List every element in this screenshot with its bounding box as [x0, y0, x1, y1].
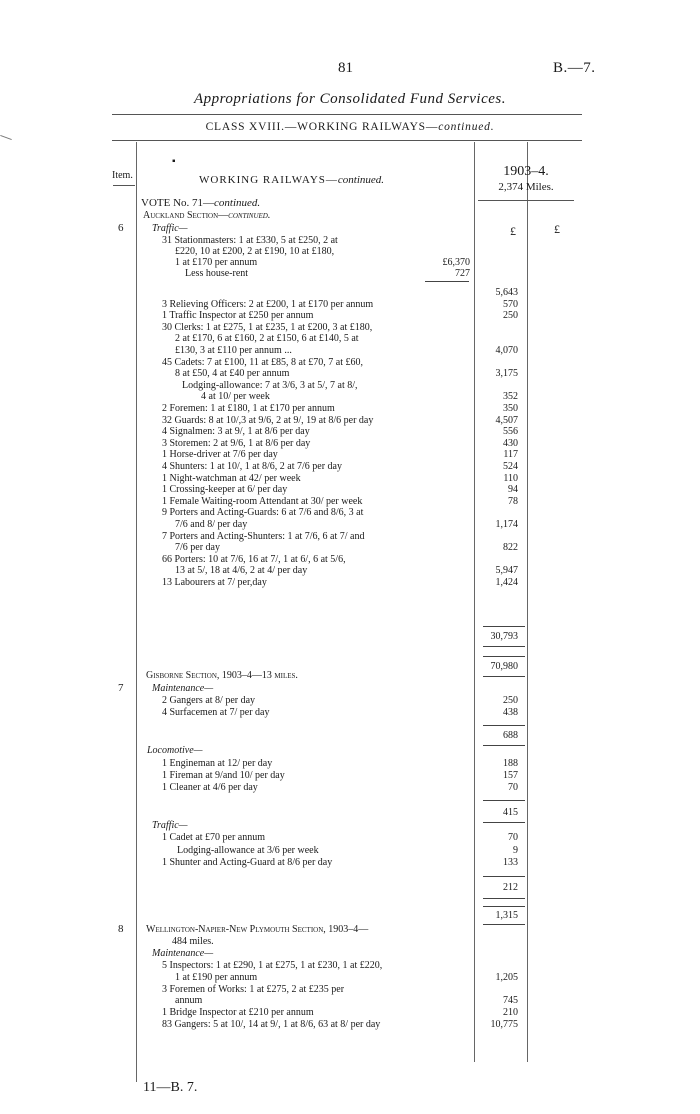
row-amount: 352 — [503, 391, 518, 403]
row-amount: 5,643 — [495, 287, 518, 298]
locomotive-total: 415 — [503, 807, 518, 818]
stationmasters-line: £220, 10 at £200, 2 at £190, 10 at £180, — [175, 246, 335, 257]
total-rule — [483, 906, 525, 907]
row-text: 1 Crossing-keeper at 6/ per day — [162, 484, 288, 496]
row-amount: 117 — [503, 449, 518, 461]
stationmasters-gross: £6,370 — [442, 257, 470, 268]
auckland-heading: Auckland Section—continued. — [143, 210, 271, 221]
row-amount: 10,775 — [490, 1019, 518, 1030]
row-text: £130, 3 at £110 per annum ... — [175, 345, 292, 356]
maintenance-subheading: Maintenance— — [152, 948, 214, 959]
row-text: 1 Fireman at 9/and 10/ per day — [162, 770, 285, 781]
row-text: 7/6 per day — [175, 542, 220, 554]
row-text: 1 Traffic Inspector at £250 per annum — [162, 310, 314, 322]
row-text: 66 Porters: 10 at 7/6, 16 at 7/, 1 at 6/, 6 at 5/6, — [162, 553, 346, 565]
traffic-subheading: Traffic— — [152, 223, 188, 234]
row-amount: 188 — [503, 758, 518, 769]
row-text: 1 Bridge Inspector at £210 per annum — [162, 1007, 314, 1019]
row-text: 8 at £50, 4 at £40 per annum — [175, 368, 290, 380]
year-header-rule — [478, 200, 574, 201]
class-heading: CLASS XVIII.—WORKING RAILWAYS—continued. — [205, 121, 495, 133]
row-text: 4 Surfacemen at 7/ per day — [162, 707, 270, 718]
row-text: 4 Signalmen: 3 at 9/, 1 at 8/6 per day — [162, 426, 310, 438]
row-amount: 210 — [503, 1007, 518, 1019]
row-amount: 94 — [508, 484, 518, 496]
traffic-subheading: Traffic— — [152, 820, 188, 831]
row-text: 2 at £170, 6 at £160, 2 at £150, 6 at £140, 5 at — [175, 333, 359, 345]
row-text: 3 Foremen of Works: 1 at £275, 2 at £235 per — [162, 983, 345, 995]
house-rent-amount: 727 — [455, 268, 470, 279]
row-amount: 1,424 — [495, 577, 518, 588]
row-amount: 570 — [503, 298, 518, 310]
deduction-rule — [425, 281, 469, 282]
row-amount: 350 — [503, 403, 518, 414]
row-text: 1 Shunter and Acting-Guard at 8/6 per day — [162, 857, 333, 868]
document-reference: B.—7. — [553, 60, 596, 76]
row-amount: 9 — [513, 845, 518, 856]
pound-symbol: £ — [554, 222, 560, 236]
item-header-rule — [113, 185, 135, 186]
row-amount: 3,175 — [495, 368, 518, 380]
row-text: annum — [175, 995, 203, 1007]
row-text: 1 Female Waiting-room Attendant at 30/ per week — [162, 495, 363, 507]
title-rule — [112, 114, 582, 115]
row-text: 3 Relieving Officers: 2 at £200, 1 at £170 per annum — [162, 298, 374, 310]
row-text: 2 Gangers at 8/ per day — [162, 695, 256, 706]
row-amount: 250 — [503, 310, 518, 322]
pound-symbol: £ — [510, 224, 516, 238]
gisborne-total: 1,315 — [495, 910, 518, 921]
row-text: 7 Porters and Acting-Shunters: 1 at 7/6, 6 at 7/ and — [162, 530, 365, 542]
row-text: 2 Foremen: 1 at £180, 1 at £170 per annum — [162, 403, 335, 414]
item-number: 7 — [118, 682, 124, 694]
row-text: 1 Engineman at 12/ per day — [162, 758, 273, 769]
row-text: 45 Cadets: 7 at £100, 11 at £85, 8 at £70, 7 at £60, — [162, 356, 363, 368]
item-column-header: Item. — [112, 170, 133, 181]
row-text: 9 Porters and Acting-Guards: 6 at 7/6 and 8/6, 3 at — [162, 507, 364, 519]
class-rule — [112, 140, 582, 141]
subtotal-rule — [483, 876, 525, 877]
item-number: 8 — [118, 923, 124, 935]
total-column-rule — [527, 142, 528, 1062]
total-rule — [483, 676, 525, 677]
subtotal-rule — [483, 898, 525, 899]
row-text: 1 Cadet at £70 per annum — [162, 832, 266, 843]
subtotal-rule — [483, 725, 525, 726]
row-amount: 4,070 — [495, 345, 518, 356]
maintenance-subheading: Maintenance— — [152, 683, 214, 694]
row-text: 1 at £190 per annum — [175, 971, 258, 983]
gisborne-heading: Gisborne Section, 1903–4—13 miles. — [146, 670, 298, 681]
row-text: Lodging-allowance at 3/6 per week — [177, 845, 319, 856]
vote-label: VOTE No. 71—continued. — [141, 197, 261, 209]
total-rule — [483, 656, 525, 657]
row-text: 83 Gangers: 5 at 10/, 14 at 9/, 1 at 8/6, 63 at 8/ per day — [162, 1019, 381, 1030]
row-amount: 4,507 — [495, 414, 518, 426]
row-amount: 1,174 — [495, 519, 518, 530]
row-amount: 524 — [503, 461, 518, 472]
wellington-heading-miles: 484 miles. — [172, 936, 214, 947]
page-number: 81 — [338, 60, 353, 76]
row-text: 5 Inspectors: 1 at £290, 1 at £275, 1 at £230, 1 at £220, — [162, 960, 383, 971]
row-text: 13 Labourers at 7/ per,day — [162, 577, 267, 588]
row-amount: 133 — [503, 857, 518, 868]
row-amount: 822 — [503, 542, 518, 554]
row-amount: 250 — [503, 695, 518, 706]
page-signature: 11—B. 7. — [143, 1080, 198, 1095]
subtotal-rule — [483, 822, 525, 823]
row-amount: 70 — [508, 782, 518, 793]
row-text: 4 at 10/ per week — [201, 391, 270, 403]
row-amount: 70 — [508, 832, 518, 843]
wellington-heading: Wellington-Napier-New Plymouth Section, 1903–4— — [146, 924, 369, 935]
traffic-total: 212 — [503, 882, 518, 893]
subtotal-rule — [483, 800, 525, 801]
row-text: 32 Guards: 8 at 10/,3 at 9/6, 2 at 9/, 19 at 8/6 per day — [162, 414, 374, 426]
row-amount: 157 — [503, 770, 518, 781]
auckland-total: 70,980 — [490, 661, 518, 672]
page-title: Appropriations for Consolidated Fund Services. — [193, 91, 506, 107]
row-amount: 430 — [503, 437, 518, 449]
row-text: 7/6 and 8/ per day — [175, 519, 248, 530]
item-column-rule — [136, 142, 137, 1082]
row-text: 30 Clerks: 1 at £275, 1 at £235, 1 at £200, 3 at £180, — [162, 321, 373, 333]
row-text: 1 Night-watchman at 42/ per week — [162, 472, 301, 484]
row-amount: 438 — [503, 707, 518, 718]
print-mark: ▪ — [172, 156, 176, 167]
row-text: 13 at 5/, 18 at 4/6, 2 at 4/ per day — [175, 565, 308, 577]
row-amount: 745 — [503, 995, 518, 1007]
year-header: 1903–4. — [503, 164, 549, 179]
row-text: 1 Cleaner at 4/6 per day — [162, 782, 258, 793]
row-text: 4 Shunters: 1 at 10/, 1 at 8/6, 2 at 7/6 per day — [162, 461, 342, 472]
row-amount: 556 — [503, 426, 518, 438]
row-amount: 110 — [503, 472, 518, 484]
item-number: 6 — [118, 222, 124, 234]
subtotal-rule — [483, 626, 525, 627]
row-amount: 1,205 — [495, 971, 518, 983]
auckland-subtotal: 30,793 — [490, 631, 518, 642]
subtotal-rule — [483, 646, 525, 647]
amount-column-rule — [474, 142, 475, 1062]
row-text: 3 Storemen: 2 at 9/6, 1 at 8/6 per day — [162, 437, 311, 449]
row-text: Lodging-allowance: 7 at 3/6, 3 at 5/, 7 at 8/, — [182, 379, 358, 391]
maintenance-total: 688 — [503, 730, 518, 741]
locomotive-subheading: Locomotive— — [147, 745, 203, 756]
stationmasters-line: 31 Stationmasters: 1 at £330, 5 at £250, 2 at — [162, 235, 338, 246]
subtotal-rule — [483, 745, 525, 746]
margin-tick — [0, 135, 12, 140]
table-heading: WORKING RAILWAYS—continued. — [199, 174, 385, 186]
row-text: 1 Horse-driver at 7/6 per day — [162, 449, 278, 461]
total-rule — [483, 924, 525, 925]
house-rent-line: Less house-rent — [185, 268, 249, 279]
stationmasters-line: 1 at £170 per annum — [175, 257, 258, 268]
row-amount: 5,947 — [495, 565, 518, 577]
row-amount: 78 — [508, 495, 518, 507]
miles-header: 2,374 Miles. — [498, 181, 554, 193]
